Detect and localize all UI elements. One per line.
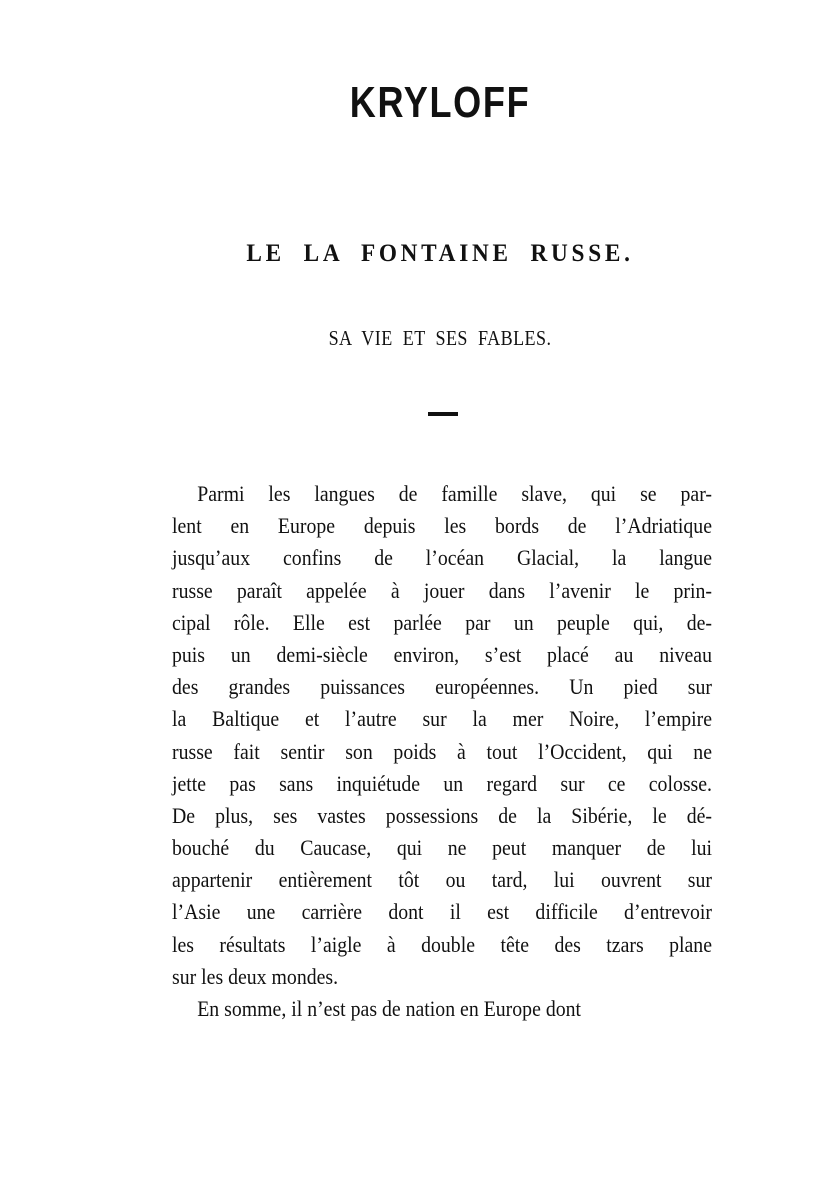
page-title: KRYLOFF bbox=[349, 78, 531, 127]
page-subtitle: LE LA FONTAINE RUSSE. bbox=[246, 240, 634, 267]
text-line: des grandes puissances européennes. Un pied sur bbox=[172, 674, 712, 700]
text-line: l’Asie une carrière dont il est difficile d’entrevoir bbox=[172, 899, 712, 925]
text-line: sur les deux mondes. bbox=[172, 963, 339, 989]
text-line: les résultats l’aigle à double tête des tzars plane bbox=[172, 931, 712, 957]
text-line: lent en Europe depuis les bords de l’Adriatique bbox=[172, 513, 712, 539]
text-line: jette pas sans inquiétude un regard sur ce colosse. bbox=[172, 770, 712, 796]
text-line: russe paraît appelée à jouer dans l’avenir le prin- bbox=[172, 577, 712, 603]
text-line: bouché du Caucase, qui ne peut manquer de lui bbox=[172, 835, 712, 861]
text-line: jusqu’aux confins de l’océan Glacial, la langue bbox=[172, 545, 712, 571]
text-line: En somme, il n’est pas de nation en Europe dont bbox=[197, 996, 582, 1021]
text-line: puis un demi-siècle environ, s’est placé au niveau bbox=[172, 641, 712, 667]
text-line: De plus, ses vastes possessions de la Sibérie, le dé- bbox=[172, 802, 712, 828]
section-divider bbox=[428, 412, 458, 416]
section-heading: SA VIE ET SES FABLES. bbox=[328, 326, 552, 350]
text-line: Parmi les langues de famille slave, qui se par- bbox=[197, 481, 712, 506]
text-line: appartenir entièrement tôt ou tard, lui ouvrent sur bbox=[172, 867, 712, 893]
body-text bbox=[172, 478, 712, 1025]
text-line: russe fait sentir son poids à tout l’Occident, qui ne bbox=[172, 738, 712, 764]
text-line: la Baltique et l’autre sur la mer Noire, l’empire bbox=[172, 706, 712, 732]
text-line: cipal rôle. Elle est parlée par un peuple qui, de- bbox=[172, 609, 712, 635]
